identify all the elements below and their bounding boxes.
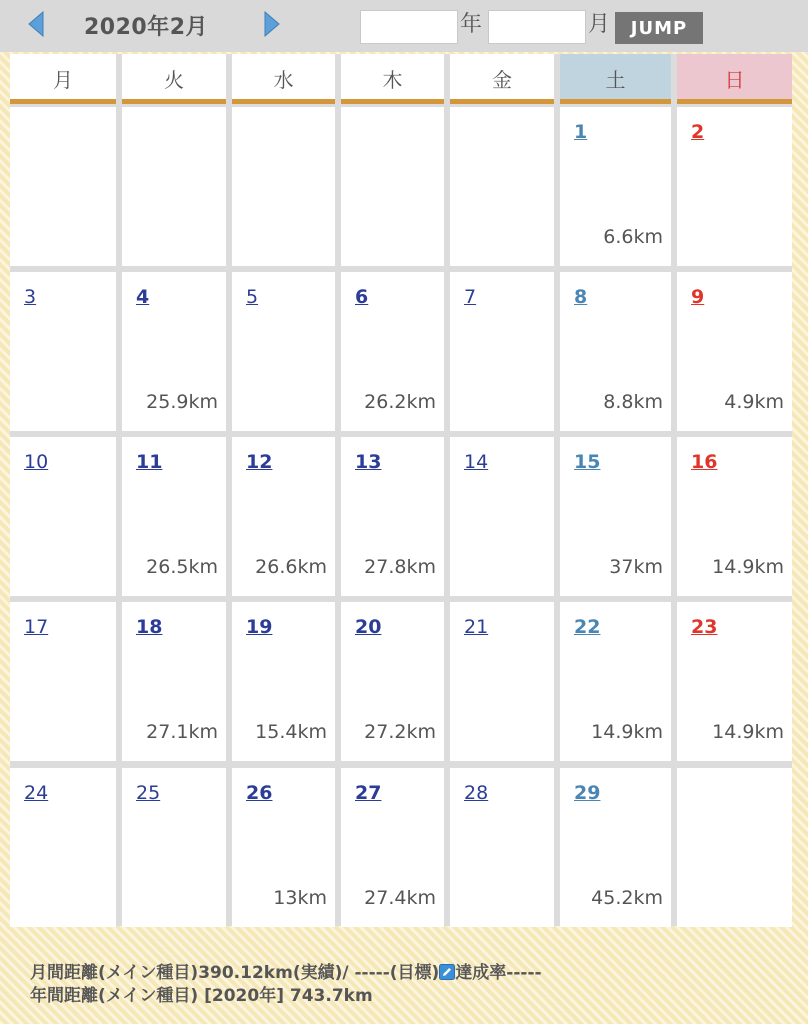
day-number-link[interactable]: 11 <box>136 451 163 473</box>
day-distance: 14.9km <box>712 721 784 743</box>
achievement-rate: 達成率----- <box>455 963 542 983</box>
edit-icon[interactable] <box>439 964 455 980</box>
day-cell[interactable] <box>560 768 671 927</box>
day-number-link[interactable]: 10 <box>24 451 49 473</box>
day-cell <box>122 107 226 266</box>
month-title: 2020年2月 <box>84 15 209 40</box>
day-distance: 14.9km <box>591 721 663 743</box>
day-distance: 15.4km <box>255 721 327 743</box>
day-cell[interactable] <box>560 107 671 266</box>
day-cell[interactable] <box>122 768 226 927</box>
day-cell[interactable] <box>450 768 554 927</box>
calendar-toolbar <box>0 0 808 52</box>
weekday-header: 土 <box>560 54 671 104</box>
day-cell[interactable] <box>677 602 792 761</box>
weekday-header: 日 <box>677 54 792 104</box>
day-distance: 26.6km <box>255 556 327 578</box>
day-distance: 25.9km <box>146 391 218 413</box>
day-cell[interactable] <box>10 602 116 761</box>
day-number-link[interactable]: 8 <box>574 286 588 308</box>
day-distance: 6.6km <box>603 226 663 248</box>
day-cell[interactable] <box>677 437 792 596</box>
day-cell[interactable] <box>450 437 554 596</box>
day-cell <box>232 107 335 266</box>
day-cell[interactable] <box>677 272 792 431</box>
weekday-header: 月 <box>10 54 116 104</box>
day-cell[interactable] <box>341 272 444 431</box>
day-number-link[interactable]: 6 <box>355 286 369 308</box>
weekday-header: 水 <box>232 54 335 104</box>
day-cell[interactable] <box>677 107 792 266</box>
day-cell[interactable] <box>232 768 335 927</box>
day-distance: 13km <box>273 887 327 909</box>
month-input[interactable] <box>488 10 586 44</box>
day-number-link[interactable]: 17 <box>24 616 49 638</box>
day-distance: 4.9km <box>724 391 784 413</box>
day-number-link[interactable]: 5 <box>246 286 259 308</box>
day-distance: 26.2km <box>364 391 436 413</box>
day-distance: 27.2km <box>364 721 436 743</box>
day-number-link[interactable]: 2 <box>691 121 705 143</box>
day-cell[interactable] <box>122 602 226 761</box>
day-number-link[interactable]: 26 <box>246 782 273 804</box>
day-cell[interactable] <box>341 437 444 596</box>
day-number-link[interactable]: 23 <box>691 616 718 638</box>
day-cell[interactable] <box>10 768 116 927</box>
weekday-header: 木 <box>341 54 444 104</box>
calendar-grid <box>10 54 792 926</box>
day-cell[interactable] <box>232 437 335 596</box>
day-number-link[interactable]: 15 <box>574 451 601 473</box>
day-distance: 37km <box>609 556 663 578</box>
day-number-link[interactable]: 12 <box>246 451 273 473</box>
day-distance: 14.9km <box>712 556 784 578</box>
day-distance: 26.5km <box>146 556 218 578</box>
day-cell[interactable] <box>122 437 226 596</box>
day-cell[interactable] <box>560 602 671 761</box>
day-distance: 8.8km <box>603 391 663 413</box>
day-number-link[interactable]: 28 <box>464 782 489 804</box>
monthly-distance-text: 月間距離(メイン種目)390.12km(実績)/ -----(目標) <box>30 963 440 983</box>
day-number-link[interactable]: 27 <box>355 782 382 804</box>
day-cell <box>677 768 792 927</box>
day-cell[interactable] <box>232 602 335 761</box>
day-number-link[interactable]: 7 <box>464 286 477 308</box>
day-distance: 27.8km <box>364 556 436 578</box>
prev-month-icon[interactable] <box>28 11 44 37</box>
day-distance: 27.4km <box>364 887 436 909</box>
yearly-distance-text: 年間距離(メイン種目) [2020年] 743.7km <box>30 986 373 1006</box>
day-cell[interactable] <box>232 272 335 431</box>
day-cell[interactable] <box>450 602 554 761</box>
next-month-icon[interactable] <box>264 11 280 37</box>
day-cell[interactable] <box>560 272 671 431</box>
day-cell <box>341 107 444 266</box>
day-number-link[interactable]: 22 <box>574 616 601 638</box>
day-number-link[interactable]: 29 <box>574 782 601 804</box>
day-number-link[interactable]: 3 <box>24 286 37 308</box>
day-cell[interactable] <box>341 768 444 927</box>
day-cell <box>450 107 554 266</box>
day-cell[interactable] <box>341 602 444 761</box>
jump-button[interactable]: JUMP <box>615 12 703 44</box>
day-number-link[interactable]: 1 <box>574 121 588 143</box>
day-number-link[interactable]: 16 <box>691 451 718 473</box>
day-number-link[interactable]: 25 <box>136 782 161 804</box>
day-number-link[interactable]: 9 <box>691 286 705 308</box>
year-input[interactable] <box>360 10 458 44</box>
day-cell[interactable] <box>10 437 116 596</box>
day-number-link[interactable]: 14 <box>464 451 489 473</box>
day-number-link[interactable]: 20 <box>355 616 382 638</box>
day-distance: 27.1km <box>146 721 218 743</box>
day-number-link[interactable]: 18 <box>136 616 163 638</box>
year-label: 年 <box>460 12 483 37</box>
day-number-link[interactable]: 21 <box>464 616 489 638</box>
day-number-link[interactable]: 13 <box>355 451 382 473</box>
day-cell[interactable] <box>122 272 226 431</box>
day-distance: 45.2km <box>591 887 663 909</box>
weekday-header: 火 <box>122 54 226 104</box>
day-number-link[interactable]: 4 <box>136 286 150 308</box>
day-cell[interactable] <box>560 437 671 596</box>
distance-summary <box>30 962 542 1008</box>
monthly-distance-line <box>30 962 542 985</box>
day-cell[interactable] <box>450 272 554 431</box>
day-number-link[interactable]: 24 <box>24 782 49 804</box>
day-number-link[interactable]: 19 <box>246 616 273 638</box>
month-label: 月 <box>588 12 611 37</box>
day-cell <box>10 107 116 266</box>
weekday-header: 金 <box>450 54 554 104</box>
day-cell[interactable] <box>10 272 116 431</box>
